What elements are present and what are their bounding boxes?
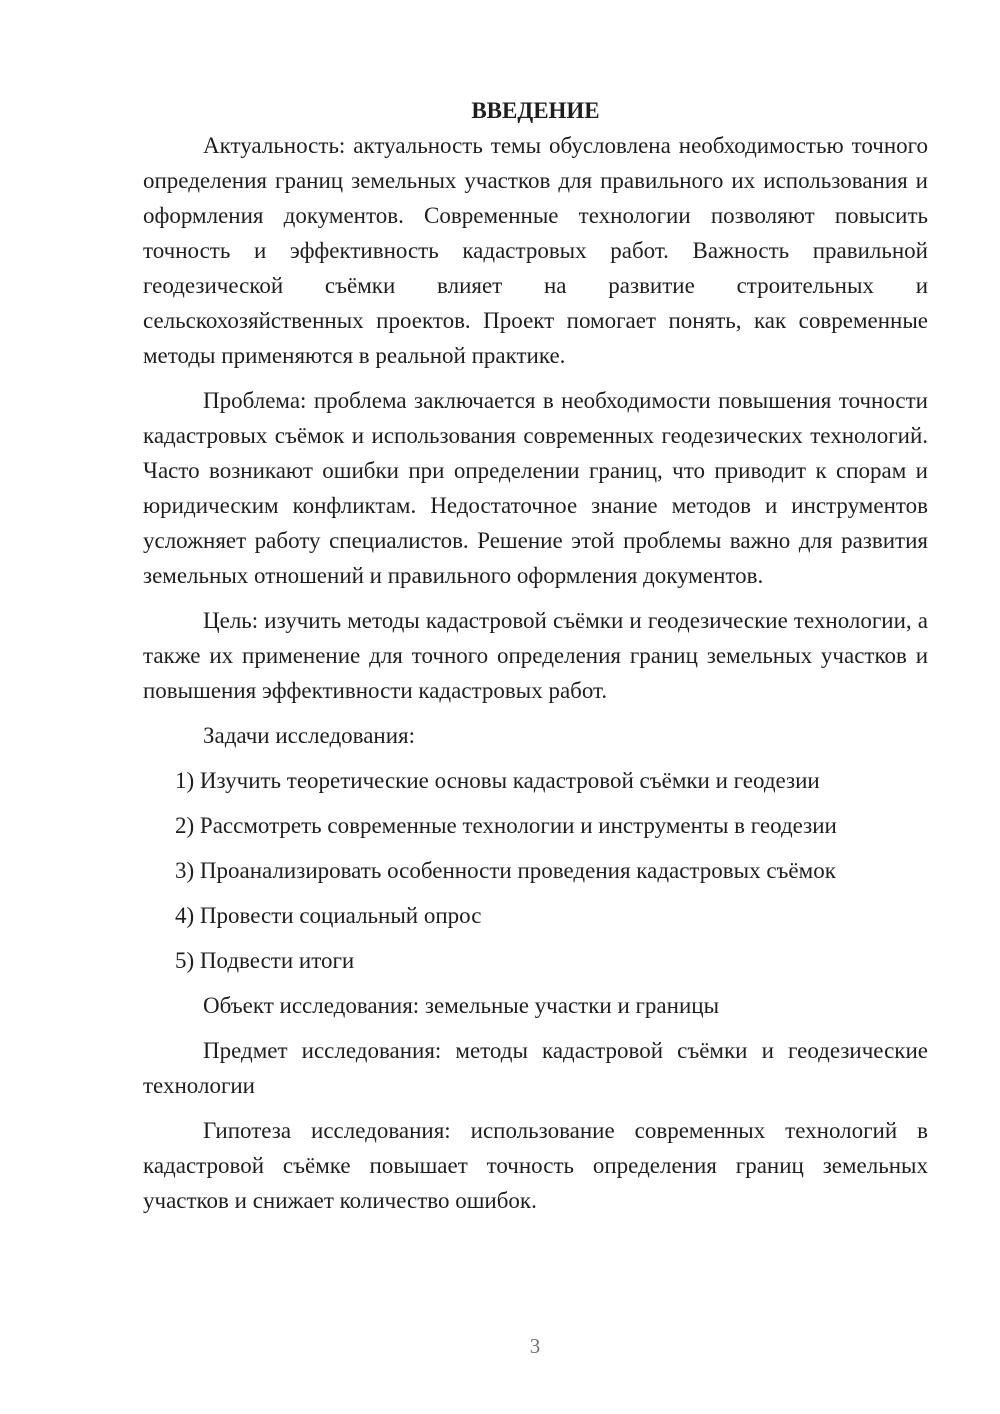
paragraph-relevance: Актуальность: актуальность темы обусловлена необходимостью точного определения границ земельных участков для правильного их использования и оформления документов. Современные технологии позволяют повысить точность и эффективность кадастровых работ. Важность правильной геодезической съёмки влияет на развитие строительных и сельскохозяйственных проектов. Проект помогает понять, как современные методы применяются в реальной практике. — [143, 133, 928, 368]
page-number: 3 — [529, 1334, 541, 1358]
list-item: 4) Провести социальный опрос — [175, 903, 482, 928]
list-item: 2) Рассмотреть современные технологии и инструменты в геодезии — [175, 813, 837, 838]
tasks-heading: Задачи исследования: — [203, 723, 416, 748]
paragraph-goal: Цель: изучить методы кадастровой съёмки и геодезические технологии, а также их применение для точного определения границ земельных участков и повышения эффективности кадастровых работ. — [143, 608, 928, 703]
task-list — [143, 763, 928, 978]
document-page — [143, 96, 928, 1228]
section-title: ВВЕДЕНИЕ — [471, 98, 600, 123]
paragraph-problem: Проблема: проблема заключается в необходимости повышения точности кадастровых съёмок и использования современных геодезических технологий. Часто возникают ошибки при определении границ, что приводит к спорам и юридическим конфликтам. Недостаточное знание методов и инструментов усложняет работу специалистов. Решение этой проблемы важно для развития земельных отношений и правильного оформления документов. — [143, 388, 928, 588]
list-item: 1) Изучить теоретические основы кадастровой съёмки и геодезии — [175, 768, 820, 793]
paragraph-subject: Предмет исследования: методы кадастровой съёмки и геодезические технологии — [143, 1038, 928, 1098]
list-item: 5) Подвести итоги — [175, 948, 355, 973]
paragraph-object: Объект исследования: земельные участки и границы — [203, 993, 720, 1018]
list-item: 3) Проанализировать особенности проведения кадастровых съёмок — [175, 858, 836, 883]
paragraph-hypothesis: Гипотеза исследования: использование современных технологий в кадастровой съёмке повышает точность определения границ земельных участков и снижает количество ошибок. — [143, 1118, 928, 1213]
